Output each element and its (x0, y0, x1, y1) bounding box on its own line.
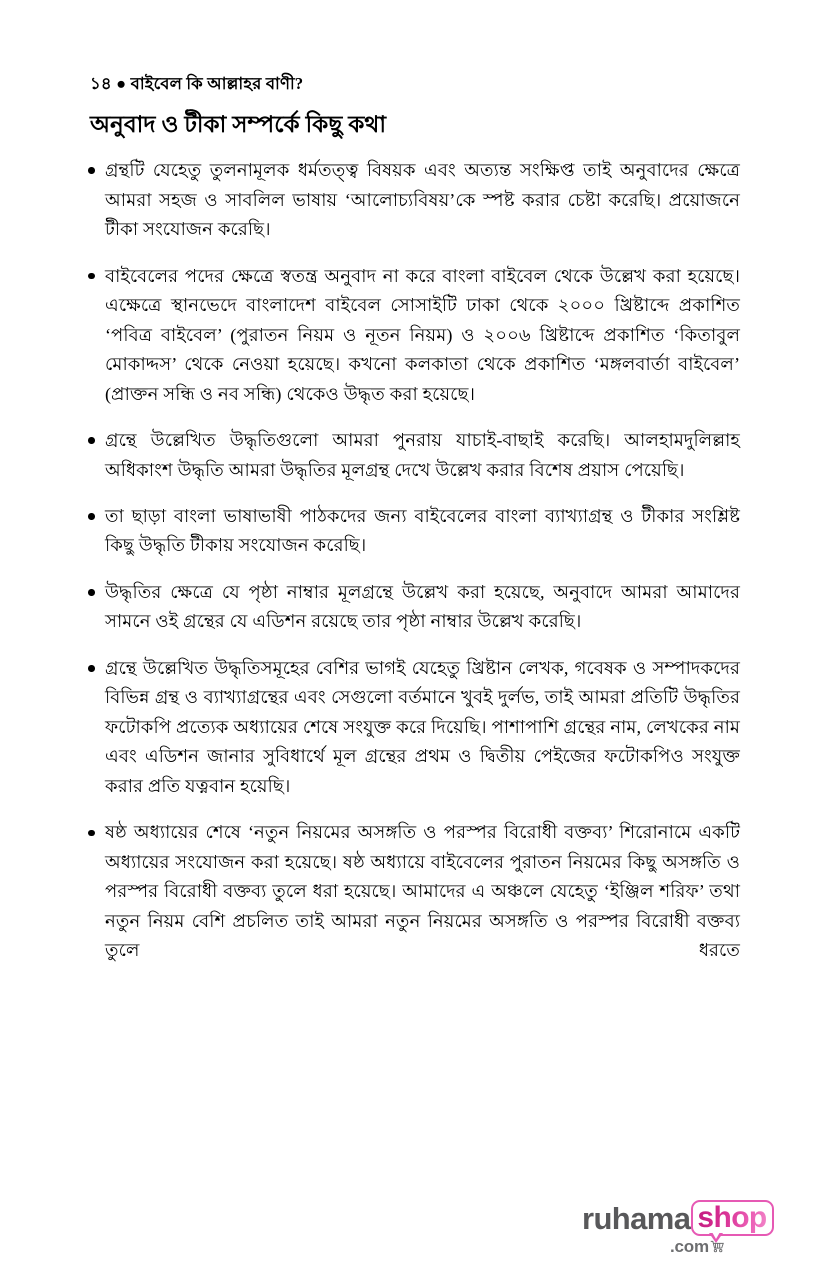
logo-speech-bubble (691, 1200, 773, 1236)
running-header: ১৪ ● বাইবেল কি আল্লাহর বাণী? (90, 74, 304, 93)
logo-wordmark (582, 1200, 767, 1240)
bullet-dot-icon (88, 589, 95, 596)
list-item (88, 156, 740, 244)
list-item (88, 262, 740, 409)
list-item-text: গ্রন্থটি যেহেতু তুলনামূলক ধর্মতত্ত্ব বিষয়ক এবং অত্যন্ত সংক্ষিপ্ত তাই অনুবাদের ক্ষেত্রে আমরা সহজ ও সাবলিল ভাষায় ‘আলোচ্যবিষয়’কে স্পষ্ট করার চেষ্টা করেছি। প্রয়োজনে টীকা সংযোজন করেছি। (105, 160, 740, 240)
list-item-text: উদ্ধৃতির ক্ষেত্রে যে পৃষ্ঠা নাম্বার মূলগ্রন্থে উল্লেখ করা হয়েছে, অনুবাদে আমরা আমাদের সামনে ওই গ্রন্থের যে এডিশন রয়েছে তার পৃষ্ঠা নাম্বার উল্লেখ করেছি। (105, 581, 740, 632)
bullet-dot-icon (88, 437, 95, 444)
bullet-dot-icon (88, 167, 95, 174)
section-title: অনুবাদ ও টীকা সম্পর্কে কিছু কথা (90, 112, 387, 138)
logo-domain-suffix: .com (670, 1237, 709, 1256)
list-item-text: গ্রন্থে উল্লেখিত উদ্ধৃতিসমূহের বেশির ভাগই যেহেতু খ্রিষ্টান লেখক, গবেষক ও সম্পাদকদের বিভিন্ন গ্রন্থ ও ব্যাখ্যাগ্রন্থের এবং সেগুলো বর্তমানে খুবই দুর্লভ, তাই আমরা প্রতিটি উদ্ধৃতির ফটোকপি প্রত্যেক অধ্যায়ের শেষে সংযুক্ত করে দিয়েছি। পাশাপাশি গ্রন্থের নাম, লেখকের নাম এবং এডিশন জানার সুবিধার্থে মূল গ্রন্থের প্রথম ও দ্বিতীয় পেইজের ফটোকপিও সংযুক্ত করার প্রতি যত্নবান হয়েছি। (105, 657, 740, 796)
list-item-text: ষষ্ঠ অধ্যায়ের শেষে ‘নতুন নিয়মের অসঙ্গতি ও পরস্পর বিরোধী বক্তব্য’ শিরোনামে একটি অধ্যায়ের সংযোজন করা হয়েছে। ষষ্ঠ অধ্যায়ে বাইবেলের পুরাতন নিয়মের কিছু অসঙ্গতি ও পরস্পর বিরোধী বক্তব্য তুলে ধরা হয়েছে। আমাদের এ অঞ্চলে যেহেতু ‘ইঞ্জিল শরিফ’ তথা নতুন নিয়ম বেশি প্রচলিত তাই আমরা নতুন নিয়মের অসঙ্গতি ও পরস্পর বিরোধী বক্তব্য তুলে ধরতে (105, 822, 740, 961)
list-item (88, 818, 740, 965)
list-item-text: তা ছাড়া বাংলা ভাষাভাষী পাঠকদের জন্য বাইবেলের বাংলা ব্যাখ্যাগ্রন্থ ও টীকার সংশ্লিষ্ট কিছু উদ্ধৃতি টীকায় সংযোজন করেছি। (105, 505, 740, 556)
list-item (88, 426, 740, 485)
list-item (88, 654, 740, 801)
bullet-list (88, 156, 740, 966)
logo-domain-row (670, 1237, 724, 1257)
logo-brand-primary: ruhama (582, 1201, 691, 1236)
logo-brand-secondary: shop (697, 1201, 767, 1234)
list-item (88, 502, 740, 561)
list-item-text: বাইবেলের পদের ক্ষেত্রে স্বতন্ত্র অনুবাদ না করে বাংলা বাইবেল থেকে উল্লেখ করা হয়েছে। এক্ষেত্রে স্থানভেদে বাংলাদেশ বাইবেল সোসাইটি ঢাকা থেকে ২০০০ খ্রিষ্টাব্দে প্রকাশিত ‘পবিত্র বাইবেল’ (পুরাতন নিয়ম ও নূতন নিয়ম) ও ২০০৬ খ্রিষ্টাব্দে প্রকাশিত ‘কিতাবুল মোকাদ্দস’ থেকে নেওয়া হয়েছে। কখনো কলকাতা থেকে প্রকাশিত ‘মঙ্গলবার্তা বাইবেল’ (প্রাক্তন সন্ধি ও নব সন্ধি) থেকেও উদ্ধৃত করা হয়েছে। (105, 265, 740, 404)
bullet-dot-icon (88, 513, 95, 520)
bullet-dot-icon (88, 273, 95, 280)
bullet-dot-icon (88, 665, 95, 672)
ruhamashop-watermark-logo (582, 1200, 767, 1262)
bullet-dot-icon (88, 830, 95, 837)
shopping-cart-icon (710, 1240, 724, 1253)
page-content (88, 72, 740, 966)
list-item (88, 578, 740, 637)
list-item-text: গ্রন্থে উল্লেখিত উদ্ধৃতিগুলো আমরা পুনরায় যাচাই-বাছাই করেছি। আলহামদুলিল্লাহ অধিকাংশ উদ্ধৃতি আমরা উদ্ধৃতির মূলগ্রন্থ দেখে উল্লেখ করার বিশেষ প্রয়াস পেয়েছি। (105, 430, 740, 480)
